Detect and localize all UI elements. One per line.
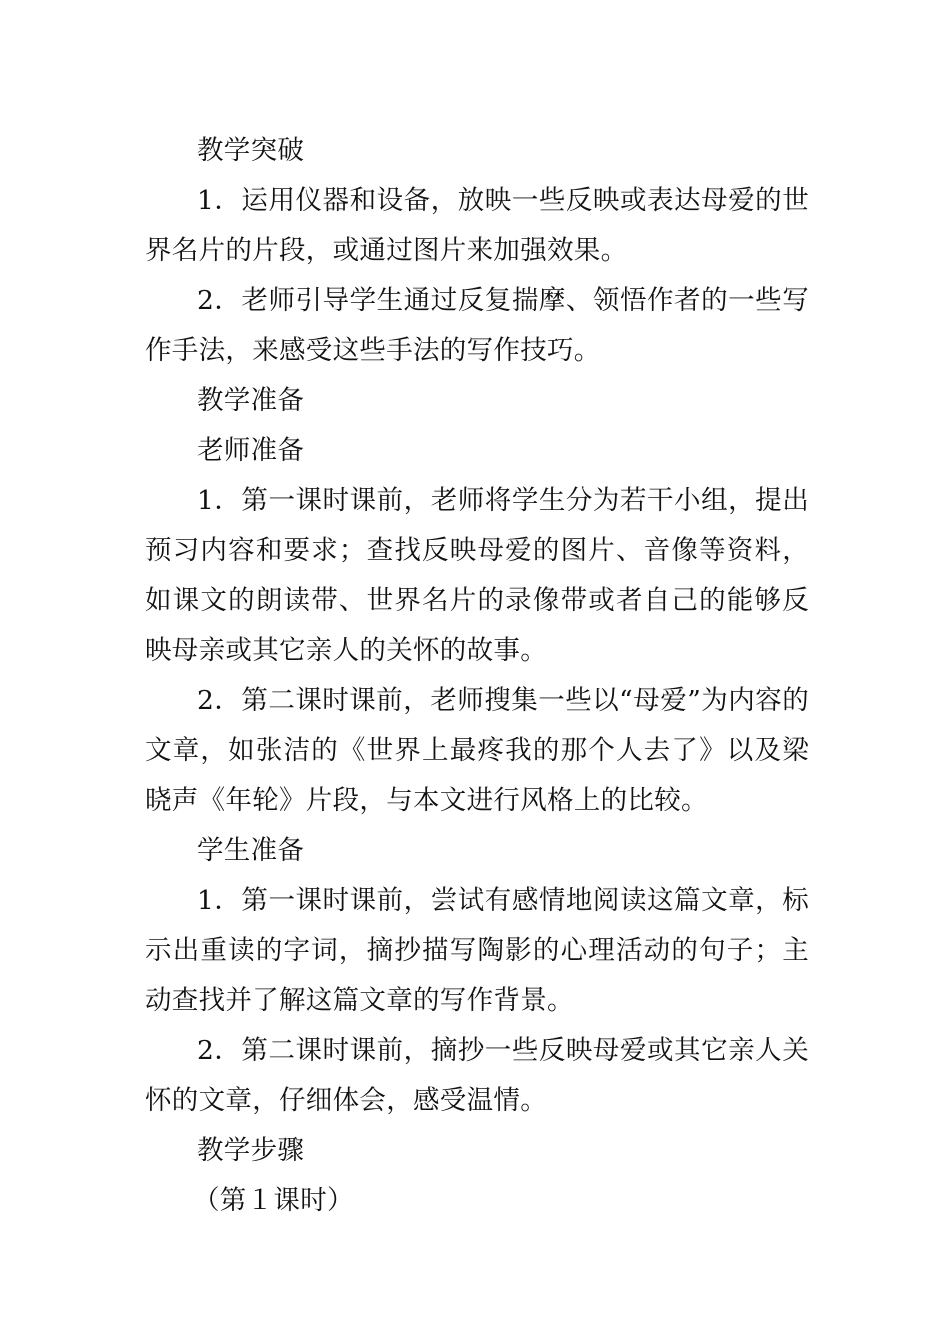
heading-teaching-preparation: 教学准备 bbox=[197, 385, 305, 416]
heading-student-preparation: 学生准备 bbox=[197, 835, 305, 866]
student-preparation-item-2: 2．第二课时课前，摘抄一些反映母爱或其它亲人关怀的文章，仔细体会，感受温情。 bbox=[145, 1035, 809, 1116]
heading-teaching-steps: 教学步骤 bbox=[197, 1135, 305, 1166]
lesson-period-label: （第１课时） bbox=[193, 1185, 354, 1216]
teacher-preparation-item-1: 1．第一课时课前，老师将学生分为若干小组，提出预习内容和要求；查找反映母爱的图片、音像等资料，如课文的朗读带、世界名片的录像带或者自己的能够反映母亲或其它亲人的关怀的故事。 bbox=[145, 485, 809, 666]
student-preparation-item-1: 1．第一课时课前，尝试有感情地阅读这篇文章，标示出重读的字词，摘抄描写陶影的心理活动的句子；主动查找并了解这篇文章的写作背景。 bbox=[145, 885, 809, 1016]
breakthrough-item-2: 2．老师引导学生通过反复揣摩、领悟作者的一些写作手法，来感受这些手法的写作技巧。 bbox=[145, 285, 809, 366]
teacher-preparation-item-2: 2．第二课时课前，老师搜集一些以“母爱”为内容的文章，如张洁的《世界上最疼我的那个人去了》以及梁晓声《年轮》片段，与本文进行风格上的比较。 bbox=[145, 685, 809, 816]
heading-teaching-breakthrough: 教学突破 bbox=[197, 135, 305, 166]
document-body bbox=[145, 126, 809, 1226]
heading-teacher-preparation: 老师准备 bbox=[197, 435, 305, 466]
breakthrough-item-1: 1．运用仪器和设备，放映一些反映或表达母爱的世界名片的片段，或通过图片来加强效果。 bbox=[145, 185, 809, 266]
